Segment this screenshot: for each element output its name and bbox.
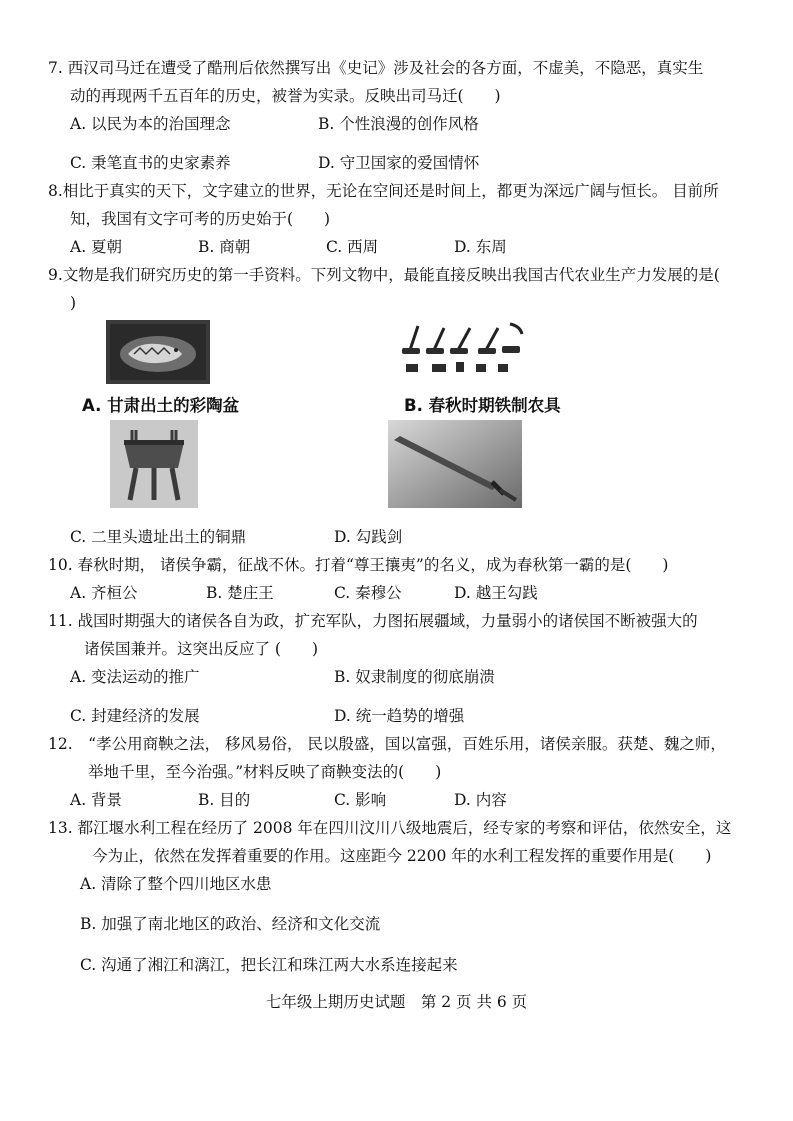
q7-option-d: D. 守卫国家的爱国情怀 (318, 154, 480, 172)
q10-option-c: C. 秦穆公 (334, 584, 402, 602)
q12-option-b: B. 目的 (198, 791, 251, 809)
q8-option-d: D. 东周 (454, 238, 507, 256)
q8-stem-line1: 8.相比于真实的天下，文字建立的世界，无论在空间还是时间上，都更为深远广阔与恒长。 目前所 (48, 182, 719, 200)
q11-stem-line1: 11. 战国时期强大的诸侯各自为政，扩充军队，力图拓展疆域，力量弱小的诸侯国不断被强大的 (48, 612, 698, 630)
q13-option-c: C. 沟通了湘江和漓江，把长江和珠江两大水系连接起来 (80, 956, 458, 974)
bronze-ding-image (110, 420, 198, 508)
q10-stem-line1: 10. 春秋时期， 诸侯争霸，征战不休。打着“尊王攘夷”的名义，成为春秋第一霸的是( ) (48, 556, 669, 574)
q13-stem-line2: 今为止，依然在发挥着重要的作用。这座距今 2200 年的水利工程发挥的重要作用是( ) (92, 847, 712, 865)
q13-stem-line1: 13. 都江堰水利工程在经历了 2008 年在四川汶川八级地震后，经专家的考察和评估，依然安全，这 (48, 819, 732, 837)
q9-stem-line2: ) (70, 294, 77, 312)
q12-option-a: A. 背景 (70, 791, 123, 809)
q11-option-a: A. 变法运动的推广 (70, 668, 200, 686)
q12-option-d: D. 内容 (454, 791, 507, 809)
iron-farm-tools-image (398, 320, 530, 380)
q8-stem-line2: 知，我国有文字可考的历史始于( ) (70, 210, 331, 228)
q13-option-b: B. 加强了南北地区的政治、经济和文化交流 (80, 915, 381, 933)
q9-option-d: D. 勾践剑 (334, 528, 403, 546)
q7-option-b: B. 个性浪漫的创作风格 (318, 115, 479, 133)
q11-option-d: D. 统一趋势的增强 (334, 707, 465, 725)
q9-caption-a: A. 甘肃出土的彩陶盆 (82, 396, 240, 415)
q9-stem-line1: 9.文物是我们研究历史的第一手资料。下列文物中，最能直接反映出我国古代农业生产力发展的是( (48, 266, 720, 284)
q9-option-c: C. 二里头遗址出土的铜鼎 (70, 528, 247, 546)
q11-option-b: B. 奴隶制度的彻底崩溃 (334, 668, 495, 686)
q11-option-c: C. 封建经济的发展 (70, 707, 200, 725)
painted-pottery-basin-image (106, 320, 210, 384)
q13-option-a: A. 清除了整个四川地区水患 (80, 875, 272, 893)
q7-option-a: A. 以民为本的治国理念 (70, 115, 231, 133)
q8-option-a: A. 夏朝 (70, 238, 123, 256)
q7-stem-line1: 7. 西汉司马迁在遭受了酷刑后依然撰写出《史记》涉及社会的各方面，不虚美，不隐恶，真实生 (48, 59, 704, 77)
q12-stem-line1: 12. “孝公用商鞅之法， 移风易俗， 民以殷盛，国以富强，百姓乐用，诸侯亲服。获楚、魏之师， (48, 735, 726, 753)
q10-option-b: B. 楚庄王 (206, 584, 274, 602)
page-footer: 七年级上期历史试题 第 2 页 共 6 页 (265, 993, 528, 1011)
q8-option-c: C. 西周 (326, 238, 379, 256)
q7-stem-line2: 动的再现两千五百年的历史，被誉为实录。反映出司马迁( ) (70, 87, 501, 105)
q9-caption-b: B. 春秋时期铁制农具 (404, 396, 561, 415)
q10-option-d: D. 越王勾践 (454, 584, 538, 602)
sword-of-goujian-image (388, 420, 522, 508)
q12-option-c: C. 影响 (334, 791, 387, 809)
q7-option-c: C. 秉笔直书的史家素养 (70, 154, 231, 172)
q10-option-a: A. 齐桓公 (70, 584, 138, 602)
q12-stem-line2: 举地千里，至今治强。”材料反映了商鞅变法的( ) (88, 763, 442, 781)
q8-option-b: B. 商朝 (198, 238, 251, 256)
q11-stem-line2: 诸侯国兼并。这突出反应了 ( ) (84, 640, 319, 658)
